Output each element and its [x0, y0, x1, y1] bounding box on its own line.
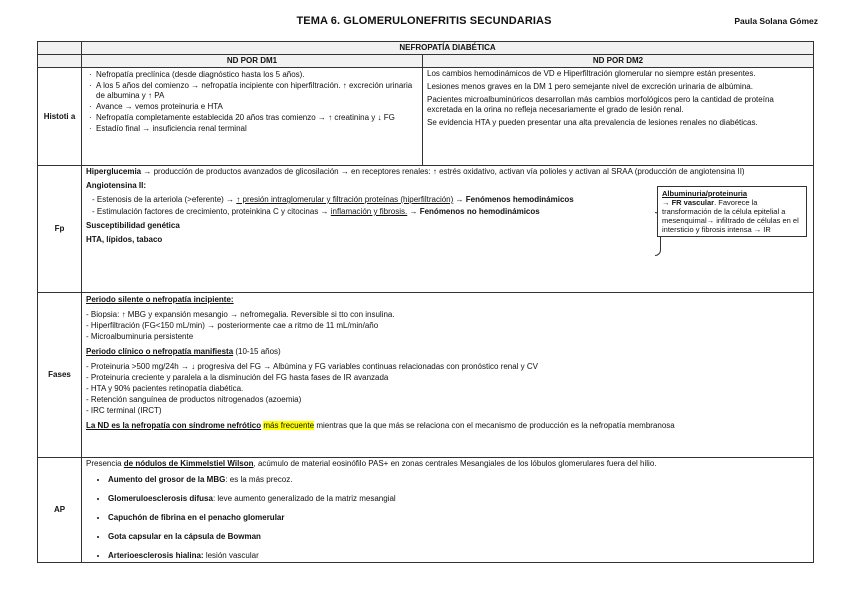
- fr-vascular: → FR vascular: [662, 198, 715, 207]
- fp-row: [38, 165, 813, 292]
- ap-item-text: lesión vascular: [203, 551, 259, 560]
- historia-dm2-cell: [423, 68, 813, 165]
- row-label-fases: Fases: [38, 293, 82, 457]
- paragraph: Los cambios hemodinámicos de VD e Hiperfiltración glomerular no siempre están presentes.: [427, 69, 756, 78]
- historia-dm1-cell: [82, 68, 423, 165]
- column-header-row: [38, 54, 813, 67]
- arrow-text: →: [453, 195, 466, 204]
- table-title: NEFROPATÍA DIABÉTICA: [82, 42, 813, 54]
- angio-underlined: ↑ presión intraglomerular y filtración proteínas (hiperfiltración): [236, 195, 454, 204]
- ap-cell: [82, 458, 813, 562]
- hiperglucemia-text: → producción de productos avanzados de glicosilación → en receptores renales: ↑ estrés oxidativo, activan vía polioles y activan al SRAA (producción de angiotensina II): [141, 167, 745, 176]
- ap-item-title: Gota capsular en la cápsula de Bowman: [108, 532, 261, 541]
- list-item: [108, 494, 809, 504]
- fases-row: [38, 292, 813, 457]
- highlight-mas-frecuente: más frecuente: [263, 421, 315, 430]
- albuminuria-text: . Favorece la transformación de la célula epitelial a mesenquimal→ infiltrado de células en el intersticio y fibrosis intensa → IR: [662, 198, 799, 234]
- hta-lipidos-tabaco: HTA, lípidos, tabaco: [86, 235, 163, 244]
- albuminuria-title: Albuminuria/proteinuria: [662, 189, 748, 198]
- ap-item-title: Aumento del grosor de la MBG: [108, 475, 226, 484]
- list-item: - Proteinuria >500 mg/24h → ↓ progresiva del FG → Albúmina y FG variables continuas relacionadas con pronóstico renal y CV: [86, 362, 538, 371]
- corner-cell: [38, 42, 82, 54]
- ap-intro: Presencia: [86, 459, 124, 468]
- fases-cell: [82, 293, 813, 457]
- paragraph: Pacientes microalbuminúricos desarrollan más cambios morfológicos pero la cantidad de proteína excretada en la orina no refleja necesariamente el grado de lesión renal.: [427, 95, 774, 114]
- row-label-fp: Fp: [38, 166, 82, 292]
- fp-cell: Hiperglucemia → producción de productos avanzados de glicosilación → en receptores renales: ↑ estrés oxidativo, activan vía polioles y activan al SRAA (producción de angiotensina II) Angiotensina II: - Estenosis de la arteriola (>eferente) → ↑ presión intraglomerular y filtración proteínas (hiperfiltración) → Fenómenos hemodinámicos - Estimulación factores de crecimiento, proteinkina C y citocinas → inflamación y fibrosis. → Fenómenos no hemodinámicos Susceptibilidad genética HTA, lípidos, tabaco Albuminuria/proteinuria → FR vascular. Favorece la transformación de la célula epitelial a mesenquimal→ infiltrado de células en el intersticio y fibrosis intensa → IR: [82, 166, 813, 292]
- col-header-dm1: ND POR DM1: [82, 55, 423, 67]
- angio-text: Estenosis de la arteriola (>eferente) →: [96, 195, 237, 204]
- list-item: - HTA y 90% pacientes retinopatía diabética.: [86, 384, 244, 393]
- list-item: · Nefropatía preclínica (desde diagnóstico hasta los 5 años).: [96, 70, 418, 80]
- clinic-years: (10-15 años): [233, 347, 281, 356]
- row-label-historia: Histoti a: [38, 68, 82, 165]
- ap-item-text: : leve aumento generalizado de la matriz mesangial: [212, 494, 396, 503]
- list-item: [108, 475, 809, 485]
- list-item: - Biopsia: ↑ MBG y expansión mesangio → nefromegalia. Reversible si tto con insulina.: [86, 310, 395, 319]
- list-item: · Estadío final → insuficiencia renal terminal: [96, 124, 418, 134]
- paragraph: Lesiones menos graves en la DM 1 pero semejante nivel de excreción urinaria de albúmina.: [427, 82, 753, 91]
- list-item: - Retención sanguínea de productos nitrogenados (azoemia): [86, 395, 302, 404]
- list-item: · A los 5 años del comienzo → nefropatía incipiente con hiperfiltración. ↑ excreción urinaria de albumina y ↑ PA: [96, 81, 418, 101]
- ap-intro-rest: , acúmulo de material eosinófilo PAS+ en zonas centrales Mesangiales de los lóbulos glomerulares fuera del hilio.: [253, 459, 657, 468]
- list-item: - Hiperfiltración (FG<150 mL/min) → posteriormente cae a ritmo de 11 mL/min/año: [86, 321, 379, 330]
- list-item: · Nefropatía completamente establecida 20 años tras comienzo → ↑ creatinina y ↓ FG: [96, 113, 418, 123]
- ap-item-text: : es la más precoz.: [225, 475, 293, 484]
- clinic-title: Periodo clínico o nefropatía manifiesta: [86, 347, 234, 356]
- fenomenos-no-hemodinamicos: Fenómenos no hemodinámicos: [419, 207, 540, 216]
- ap-item-title: Glomeruloesclerosis difusa: [108, 494, 213, 503]
- nefropatia-table: [37, 41, 814, 563]
- row-label-ap: AP: [38, 458, 82, 562]
- kimmelstiel-wilson: de nódulos de Kimmelstiel Wilson: [123, 459, 254, 468]
- angiotensina-title: Angiotensina II:: [86, 181, 146, 190]
- list-item: - Microalbuminuria persistente: [86, 332, 194, 341]
- nd-statement-rest: mientras que la que más se relaciona con el mecanismo de producción es la nefropatía membranosa: [314, 421, 675, 430]
- angio-text: Estimulación factores de crecimiento, proteinkina C y citocinas →: [96, 207, 331, 216]
- ap-row: [38, 457, 813, 562]
- susceptibilidad-genetica: Susceptibilidad genética: [86, 221, 180, 230]
- angio-underlined: inflamación y fibrosis.: [330, 207, 408, 216]
- albuminuria-box: [657, 186, 807, 237]
- ap-item-title: Capuchón de fibrina en el penacho glomerular: [108, 513, 285, 522]
- paragraph: Se evidencia HTA y pueden presentar una alta prevalencia de lesiones renales no diabéticas.: [427, 118, 758, 127]
- list-item: - IRC terminal (IRCT): [86, 406, 162, 415]
- list-item: [108, 551, 809, 561]
- corner-cell: [38, 55, 82, 67]
- col-header-dm2: ND POR DM2: [423, 55, 813, 67]
- hiperglucemia-title: Hiperglucemia: [86, 167, 142, 176]
- list-item: [108, 513, 809, 523]
- arrow-text: →: [407, 207, 420, 216]
- ap-item-title: Arterioesclerosis hialina:: [108, 551, 204, 560]
- historia-row: [38, 67, 813, 165]
- list-item: · Avance → vemos proteinuria e HTA: [96, 102, 418, 112]
- list-item: - Proteinuria creciente y paralela a la disminución del FG hasta fases de IR avanzada: [86, 373, 389, 382]
- nd-statement-bold: La ND es la nefropatía con síndrome nefrótico: [86, 421, 262, 430]
- author-name: Paula Solana Gómez: [734, 16, 818, 26]
- fenomenos-hemodinamicos: Fenómenos hemodinámicos: [465, 195, 574, 204]
- page-title: TEMA 6. GLOMERULONEFRITIS SECUNDARIAS: [296, 15, 552, 27]
- table-title-row: [38, 42, 813, 54]
- list-item: [108, 532, 809, 542]
- silent-title: Periodo silente o nefropatía incipiente:: [86, 295, 234, 304]
